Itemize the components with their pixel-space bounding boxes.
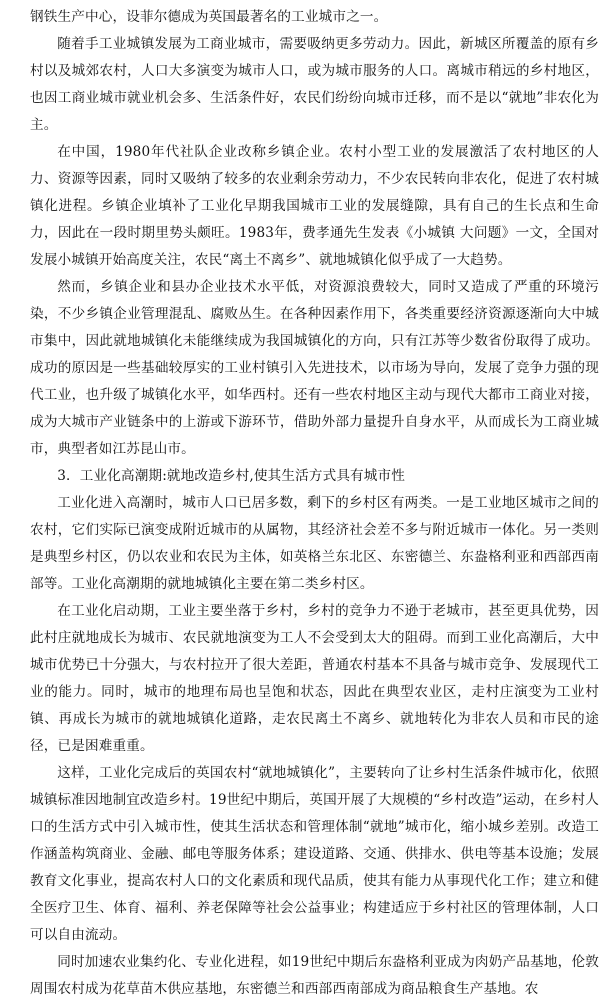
section-heading-3: 3．工业化高潮期:就地改造乡村,使其生活方式具有城市性 [57, 468, 406, 484]
paragraph-urban-labor: 随着手工业城镇发展为工商业城市，需要吸纳更多劳动力。因此，新城区所覆盖的原有乡村以及城郊农村，人口大多演变为城市人口，或为城市服务的人口。离城市稍远的乡村地区，也因工商业城市就业机会多、生活条件好，农民们纷纷向城市迁移，而不是以“就地”非农化为主。 [30, 36, 599, 133]
paragraph-rural-reform: 这样，工业化完成后的英国农村“就地城镇化”，主要转向了让乡村生活条件城市化，依照城镇标准因地制宜改造乡村。19世纪中期后，英国开展了大规模的“乡村改造”运动，在乡村人口的生活方式中引入城市性，使其生活状态和管理体制“就地”城市化，缩小城乡差别。改造工作涵盖构筑商业、金融、邮电等服务体系；建设道路、交通、供排水、供电等基本设施；发展教育文化事业，提高农村人口的文化素质和现代品质，使其有能力从事现代化工作；建立和健全医疗卫生、体育、福利、养老保障等社会公益事业；构建适应于乡村社区的管理体制，人口可以自由流动。 [30, 765, 599, 943]
paragraph-rural-types: 工业化进入高潮时，城市人口已居多数，剩下的乡村区有两类。一是工业地区城市之间的农村，它们实际已演变成附近城市的从属物，其经济社会差不多与附近城市一体化。另一类则是典型乡村区，仍以农业和农民为主体，如英格兰东北区、东密德兰、东盎格利亚和西部西南部等。工业化高潮期的就地城镇化主要在第二类乡村区。 [30, 495, 599, 592]
paragraph-agriculture-specialization: 同时加速农业集约化、专业化进程，如19世纪中期后东盎格利亚成为肉奶产品基地，伦敦周围农村成为花草苗木供应基地，东密德兰和西部西南部成为商品粮食生产基地。农 [30, 954, 599, 997]
paragraph-industrial-start: 在工业化启动期，工业主要坐落于乡村，乡村的竞争力不逊于老城市，甚至更具优势，因此村庄就地成长为城市、农民就地演变为工人不会受到太大的阻碍。而到工业化高潮后，大中城市优势已十分强大，与农村拉开了很大差距，普通农村基本不具备与城市竞争、发展现代工业的能力。同时，城市的地理布局也呈饱和状态，因此在典型农业区，走村庄演变为工业村镇、再成长为城市的就地城镇化道路，走农民离土不离乡、就地转化为非农人员和市民的途径，已是困难重重。 [30, 603, 599, 754]
paragraph-china-township-enterprises: 在中国，1980年代社队企业改称乡镇企业。农村小型工业的发展激活了农村地区的人力、资源等因素，同时又吸纳了较多的农业剩余劳动力，不少农民转向非农化，促进了农村城镇化进程。乡镇企业填补了工业化早期我国城市工业的发展缝隙，具有自己的生长点和生命力，因此在一段时期里势头颇旺。1983年，费孝通先生发表《小城镇 大问题》一文，全国对发展小城镇开始高度关注，农民“离土不离乡”、就地城镇化似乎成了一大趋势。 [30, 144, 599, 268]
paragraph-sheffield-continuation: 钢铁生产中心，设菲尔德成为英国最著名的工业城市之一。 [30, 9, 388, 25]
paragraph-township-decline: 然而，乡镇企业和县办企业技术水平低，对资源浪费较大，同时又造成了严重的环境污染，不少乡镇企业管理混乱、腐败丛生。在各种因素作用下，各类重要经济资源逐渐向大中城市集中，因此就地城镇化未能继续成为我国城镇化的方向，只有江苏等少数省份取得了成功。成功的原因是一些基础较厚实的工业村镇引入先进技术，以市场为导向，发展了竞争力强的现代工业，也升级了城镇化水平，如华西村。还有一些农村地区主动与现代大都市工商业对接，成为大城市产业链条中的上游或下游环节，借助外部力量提升自身水平，从而成长为工商业城市，典型者如江苏昆山市。 [30, 279, 599, 457]
